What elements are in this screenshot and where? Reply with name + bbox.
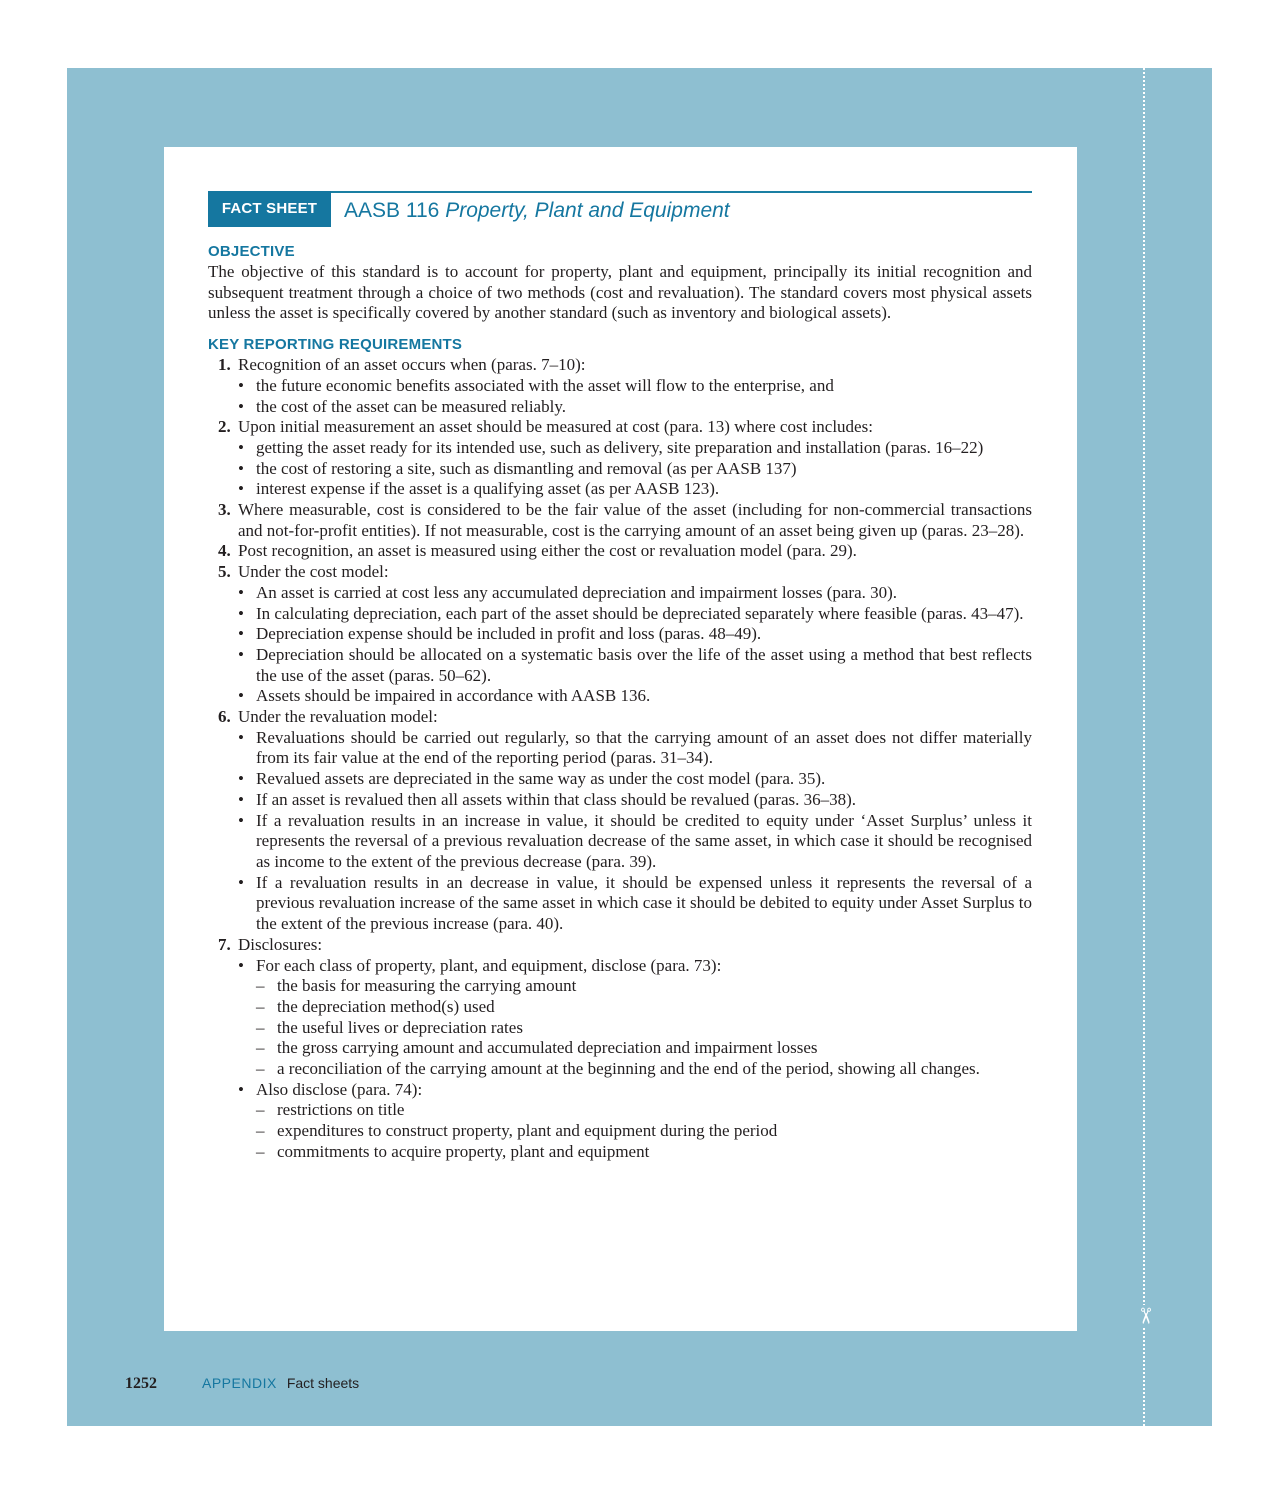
- standard-number: AASB 116: [344, 199, 440, 222]
- dash-icon: –: [256, 1141, 265, 1161]
- dash-icon: –: [256, 996, 265, 1016]
- requirement-number: 7.: [218, 934, 231, 954]
- requirement-text: Where measurable, cost is considered to be the fair value of the asset (including for non-commercial transactions and not-for-profit entities). If not measurable, cost is the carrying amount of an asset being given up (paras. 23–28).: [238, 500, 1032, 540]
- requirement-item: [208, 935, 1032, 1163]
- bullet-text: Depreciation should be allocated on a systematic basis over the life of the asset using a method that best reflects the use of the asset (paras. 50–62).: [256, 644, 1032, 685]
- requirement-number: 2.: [218, 417, 231, 437]
- requirement-number: 5.: [218, 562, 231, 582]
- dash-icon: –: [256, 1017, 265, 1037]
- bullet-text: If an asset is revalued then all assets within that class should be revalued (paras. 36–38).: [256, 789, 857, 809]
- bullet-item: [238, 790, 1032, 811]
- requirement-item: [208, 355, 1032, 417]
- bullet-icon: •: [238, 686, 244, 706]
- page-number: 1252: [125, 1375, 157, 1392]
- bullet-icon: •: [238, 1079, 244, 1099]
- page-footer: [125, 1375, 359, 1393]
- footer-section: APPENDIX: [202, 1375, 277, 1391]
- requirement-item: [208, 417, 1032, 500]
- bullet-icon: •: [238, 479, 244, 499]
- objective-text: The objective of this standard is to account for property, plant and equipment, principally its initial recognition and subsequent treatment through a choice of two methods (cost and revaluation). The standard covers most physical assets unless the asset is specifically covered by another standard (such as inventory and biological assets).: [208, 262, 1032, 323]
- requirement-text: Recognition of an asset occurs when (paras. 7–10):: [238, 355, 586, 375]
- fact-sheet-title: [344, 199, 730, 223]
- bullet-text: Assets should be impaired in accordance with AASB 136.: [256, 686, 651, 706]
- requirement-text: Upon initial measurement an asset should be measured at cost (para. 13) where cost includes:: [238, 417, 873, 437]
- bullet-icon: •: [238, 437, 244, 457]
- scissors-icon: ✂: [1128, 1305, 1160, 1327]
- bullet-list: [238, 728, 1032, 935]
- requirement-number: 1.: [218, 355, 231, 375]
- dash-item: [256, 1038, 1032, 1059]
- bullet-icon: •: [238, 603, 244, 623]
- bullet-text: interest expense if the asset is a qualifying asset (as per AASB 123).: [256, 479, 720, 499]
- bullet-list: [238, 583, 1032, 707]
- dash-item: [256, 1059, 1032, 1080]
- requirement-text: Post recognition, an asset is measured using either the cost or revaluation model (para. 29).: [238, 541, 857, 561]
- bullet-item: [238, 438, 1032, 459]
- requirement-item: [208, 541, 1032, 562]
- dash-item: [256, 1100, 1032, 1121]
- bullet-icon: •: [238, 375, 244, 395]
- requirement-text: Under the revaluation model:: [238, 707, 438, 727]
- dash-text: expenditures to construct property, plant and equipment during the period: [277, 1121, 778, 1141]
- bullet-list: [238, 956, 1032, 1163]
- bullet-icon: •: [238, 810, 244, 830]
- dash-list: [256, 1100, 1032, 1162]
- bullet-icon: •: [238, 727, 244, 747]
- requirement-number: 6.: [218, 707, 231, 727]
- bullet-icon: •: [238, 644, 244, 664]
- bullet-list: [238, 438, 1032, 500]
- dash-icon: –: [256, 1100, 265, 1120]
- requirement-text: Disclosures:: [238, 934, 323, 954]
- fact-sheet-card: [164, 147, 1077, 1331]
- dash-item: [256, 1121, 1032, 1142]
- bullet-item: [238, 873, 1032, 935]
- requirement-number: 4.: [218, 541, 231, 561]
- bullet-text: the future economic benefits associated with the asset will flow to the enterprise, and: [256, 375, 834, 395]
- dash-list: [256, 976, 1032, 1080]
- dash-item: [256, 1018, 1032, 1039]
- bullet-icon: •: [238, 458, 244, 478]
- requirement-number: 3.: [218, 500, 231, 520]
- requirement-item: [208, 500, 1032, 541]
- standard-name: Property, Plant and Equipment: [445, 199, 730, 222]
- bullet-item: [238, 376, 1032, 397]
- footer-subsection: Fact sheets: [286, 1375, 360, 1391]
- bullet-icon: •: [238, 872, 244, 892]
- bullet-text: the cost of the asset can be measured reliably.: [256, 396, 566, 416]
- bullet-text: If a revaluation results in an increase in value, it should be credited to equity under ‘Asset Surplus’ unless it represents the reversal of a previous revaluation decrease of the same asset, in which case it should be recognised as income to the extent of the previous decrease (para. 39).: [256, 810, 1032, 871]
- dash-text: the gross carrying amount and accumulated depreciation and impairment losses: [277, 1038, 818, 1058]
- bullet-icon: •: [238, 624, 244, 644]
- dash-icon: –: [256, 1059, 265, 1079]
- dash-icon: –: [256, 1121, 265, 1141]
- requirement-text: Under the cost model:: [238, 562, 389, 582]
- bullet-text: the cost of restoring a site, such as dismantling and removal (as per AASB 137): [256, 458, 797, 478]
- bullet-icon: •: [238, 955, 244, 975]
- dash-icon: –: [256, 976, 265, 996]
- cut-line: [1143, 68, 1145, 1426]
- bullet-item: [238, 479, 1032, 500]
- bullet-text: For each class of property, plant, and equipment, disclose (para. 73):: [256, 955, 722, 975]
- bullet-text: In calculating depreciation, each part of the asset should be depreciated separately where feasible (paras. 43–47).: [256, 603, 1024, 623]
- dash-item: [256, 1142, 1032, 1163]
- bullet-list: [238, 376, 1032, 417]
- bullet-text: If a revaluation results in an decrease in value, it should be expensed unless it represents the reversal of a previous revaluation increase of the same asset in which case it should be debited to equity under Asset Surplus to the extent of the previous increase (para. 40).: [256, 872, 1032, 934]
- bullet-item: [238, 645, 1032, 686]
- bullet-item: [238, 1080, 1032, 1163]
- dash-text: the basis for measuring the carrying amount: [277, 976, 577, 996]
- requirement-item: [208, 707, 1032, 935]
- bullet-text: Depreciation expense should be included in profit and loss (paras. 48–49).: [256, 624, 762, 644]
- fact-sheet-header: [208, 191, 1032, 229]
- key-requirements-heading: KEY REPORTING REQUIREMENTS: [208, 336, 463, 354]
- bullet-item: [238, 956, 1032, 1080]
- bullet-item: [238, 728, 1032, 769]
- dash-text: a reconciliation of the carrying amount at the beginning and the end of the period, showing all changes.: [277, 1059, 980, 1079]
- bullet-icon: •: [238, 769, 244, 789]
- dash-text: the depreciation method(s) used: [277, 996, 495, 1016]
- bullet-item: [238, 811, 1032, 873]
- bullet-icon: •: [238, 582, 244, 602]
- requirements-list: [208, 355, 1032, 1162]
- bullet-item: [238, 624, 1032, 645]
- dash-icon: –: [256, 1038, 265, 1058]
- bullet-icon: •: [238, 396, 244, 416]
- bullet-text: getting the asset ready for its intended use, such as delivery, site preparation and installation (paras. 16–22): [256, 437, 984, 457]
- bullet-item: [238, 769, 1032, 790]
- requirement-item: [208, 562, 1032, 707]
- bullet-item: [238, 583, 1032, 604]
- bullet-icon: •: [238, 789, 244, 809]
- bullet-text: Revalued assets are depreciated in the same way as under the cost model (para. 35).: [256, 769, 826, 789]
- bullet-item: [238, 604, 1032, 625]
- bullet-item: [238, 459, 1032, 480]
- dash-text: commitments to acquire property, plant and equipment: [277, 1141, 650, 1161]
- dash-text: restrictions on title: [277, 1100, 405, 1120]
- dash-item: [256, 976, 1032, 997]
- fact-sheet-tag: FACT SHEET: [208, 191, 331, 227]
- dash-item: [256, 997, 1032, 1018]
- objective-heading: OBJECTIVE: [208, 243, 295, 260]
- fact-sheet-content: [208, 191, 1032, 1163]
- bullet-item: [238, 686, 1032, 707]
- bullet-text: An asset is carried at cost less any accumulated depreciation and impairment losses (para. 30).: [256, 582, 898, 602]
- bullet-text: Also disclose (para. 74):: [256, 1079, 423, 1099]
- dash-text: the useful lives or depreciation rates: [277, 1017, 523, 1037]
- bullet-item: [238, 397, 1032, 418]
- bullet-text: Revaluations should be carried out regularly, so that the carrying amount of an asset does not differ materially from its fair value at the end of the reporting period (paras. 31–34).: [256, 727, 1032, 768]
